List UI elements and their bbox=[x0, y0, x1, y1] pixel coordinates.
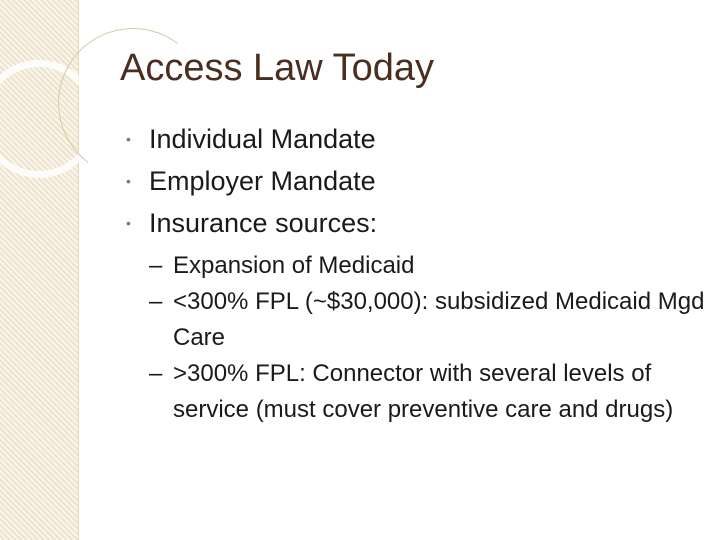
sub-bullet-text: <300% FPL (~$30,000): subsidized Medicaid Mgd Care bbox=[173, 288, 705, 351]
slide-title: Access Law Today bbox=[120, 47, 435, 89]
bullet-item bbox=[100, 118, 710, 160]
sub-bullet-item bbox=[149, 248, 710, 284]
sub-bullet-text: >300% FPL: Connector with several levels of service (must cover preventive care and drugs) bbox=[173, 360, 674, 423]
bullet-text: Employer Mandate bbox=[149, 166, 376, 196]
sub-bullet-item bbox=[149, 356, 710, 428]
bullet-list bbox=[100, 118, 710, 244]
sub-bullet-item bbox=[149, 284, 710, 356]
sub-bullet-marker: – bbox=[149, 360, 163, 387]
sub-bullet-list bbox=[100, 248, 710, 428]
bullet-item bbox=[100, 202, 710, 244]
bullet-marker: • bbox=[126, 215, 131, 231]
bullet-text: Individual Mandate bbox=[149, 124, 376, 154]
bullet-marker: • bbox=[126, 131, 131, 147]
slide-body bbox=[100, 118, 710, 428]
sub-bullet-marker: – bbox=[149, 252, 163, 279]
bullet-item bbox=[100, 160, 710, 202]
bullet-marker: • bbox=[126, 173, 131, 189]
sub-bullet-marker: – bbox=[149, 288, 163, 315]
bullet-text: Insurance sources: bbox=[149, 208, 378, 238]
sub-bullet-text: Expansion of Medicaid bbox=[173, 252, 415, 279]
